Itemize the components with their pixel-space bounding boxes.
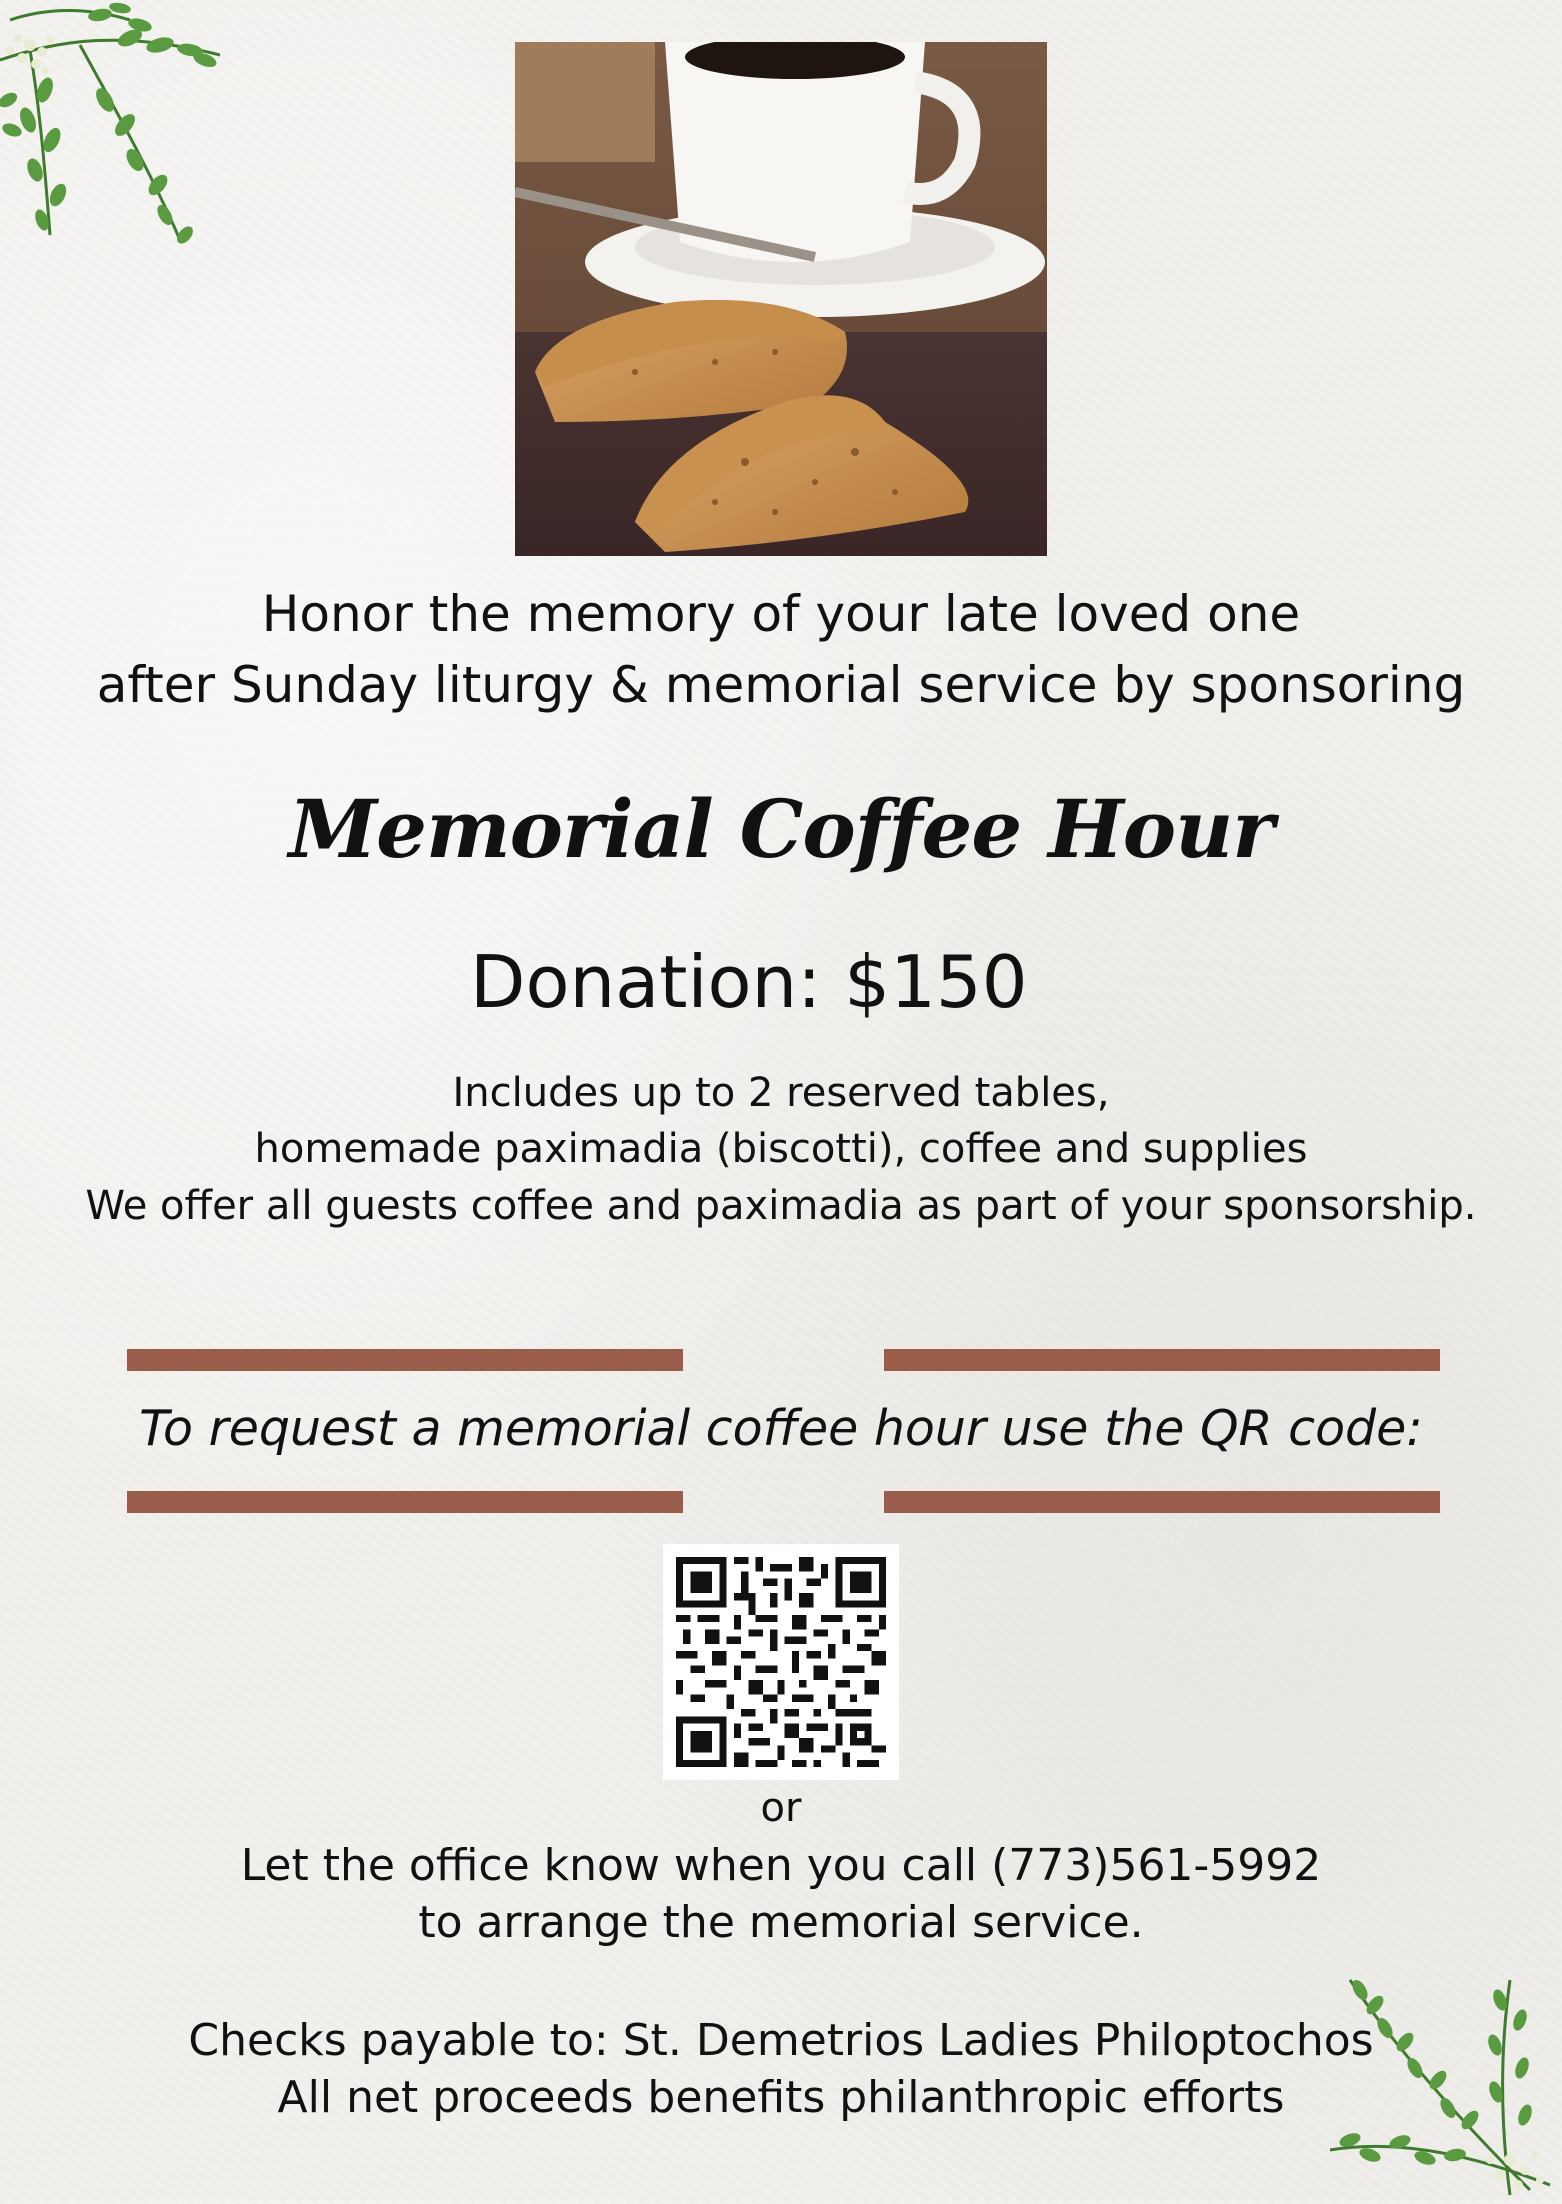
- includes-line-2: homemade paximadia (biscotti), coffee and supplies: [254, 1126, 1308, 1172]
- request-instruction: To request a memorial coffee hour use the QR code:: [139, 1400, 1423, 1457]
- qr-code-icon[interactable]: [663, 1544, 899, 1780]
- leaf-decoration-top-left-icon: [0, 0, 230, 260]
- checks-line-2: All net proceeds benefits philanthropic efforts: [277, 2072, 1285, 2123]
- intro-line-2: after Sunday liturgy & memorial service by sponsoring: [96, 656, 1466, 714]
- divider-bar: [127, 1349, 683, 1371]
- or-text: or: [760, 1785, 802, 1831]
- divider-bar: [884, 1491, 1440, 1513]
- divider-bar: [127, 1491, 683, 1513]
- divider-bar: [884, 1349, 1440, 1371]
- checks-line-1: Checks payable to: St. Demetrios Ladies Philoptochos: [188, 2015, 1374, 2066]
- includes-line-1: Includes up to 2 reserved tables,: [452, 1070, 1110, 1116]
- intro-line-1: Honor the memory of your late loved one: [261, 585, 1301, 643]
- office-line-1: Let the office know when you call (773)561-5992: [240, 1840, 1322, 1891]
- donation-amount: Donation: $150: [470, 940, 1028, 1024]
- includes-line-3: We offer all guests coffee and paximadia as part of your sponsorship.: [85, 1183, 1477, 1229]
- leaf-decoration-bottom-right-icon: [1330, 1960, 1562, 2200]
- page-title: Memorial Coffee Hour: [288, 782, 1274, 876]
- coffee-biscotti-photo: [515, 42, 1047, 556]
- office-line-2: to arrange the memorial service.: [418, 1897, 1144, 1948]
